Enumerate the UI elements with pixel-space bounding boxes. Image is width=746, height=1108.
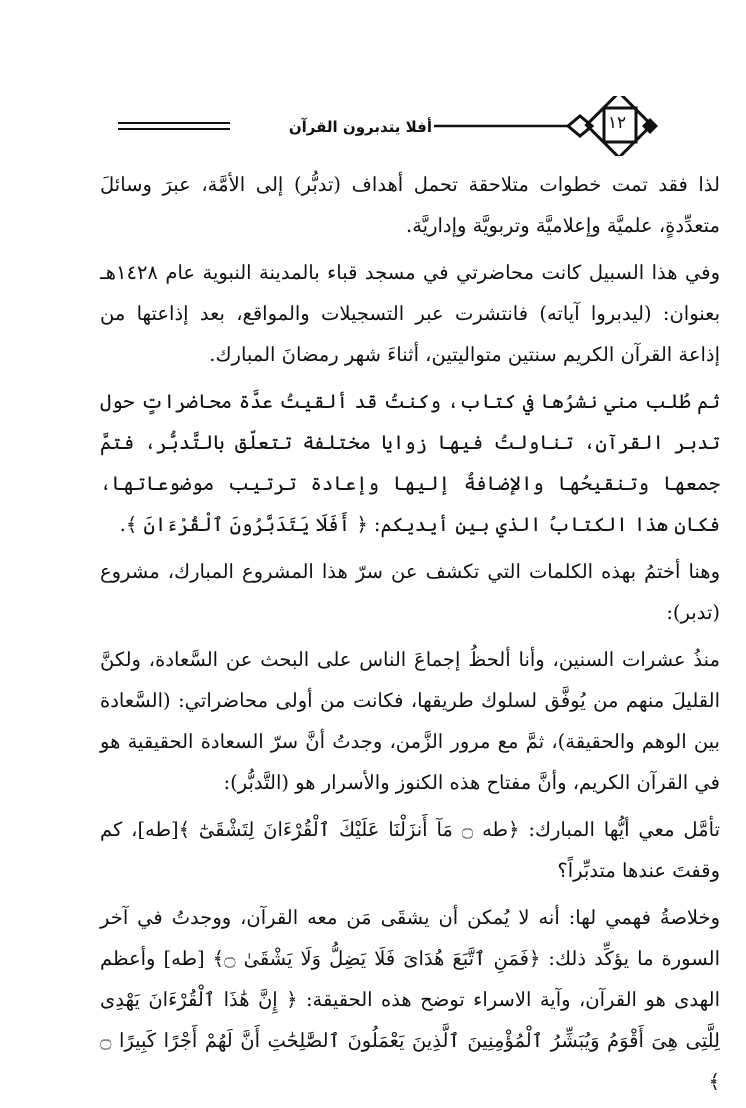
paragraph: تأمَّل معي أيُّها المبارك: ﴿طه ۝ مَآ أَنزَلْنَا عَلَيْكَ ٱلْقُرْءَانَ لِتَشْقَىٰٓ ﴾[طه]، كم وقفتَ عندها متدبِّراً؟ [100,818,720,882]
body-text [100,164,720,1108]
paragraph: ثم طُلب مني نشرُها في كتاب، وكنتُ قد ألقيتُ عدَّة محاضراتٍ حول تدبر القرآن، تناولتُ فيها زوايا مختلفة تتعلّق بالتَّدبُّر، فتمَّ جمعها وتنقيحُها والإضافةُ إليها وإعادة ترتيب موضوعاتها، فكان هذا الكتابُ الذي بين أيديكم: ﴿ أَفَلَا يَتَدَبَّرُونَ ٱلْقُرْءَانَ ﴾. [100,390,720,536]
paragraph: لذا فقد تمت خطوات متلاحقة تحمل أهداف (تدبُّر) إلى الأمَّة، عبرَ وسائلَ متعدِّدةٍ، علميَّة وإعلاميَّة وتربويَّة وإداريَّة. [100,173,720,237]
paragraph: وهنا أختمُ بهذه الكلمات التي تكشف عن سرّ هذا المشروع المبارك، مشروع (تدبر): [100,560,720,624]
paragraph: وفي هذا السبيل كانت محاضرتي في مسجد قباء بالمدينة النبوية عام ١٤٢٨هـ بعنوان: (ليدبروا آياته) فانتشرت عبر التسجيلات والمواقع، بعد إذاعتها من إذاعة القرآن الكريم سنتين متواليتين، أثناءَ شهر رمضانَ المبارك. [100,261,720,366]
paragraph: وخلاصةُ فهمي لها: أنه لا يُمكن أن يشقَى مَن معه القرآن، ووجدتُ في آخر السورة ما يؤكِّد ذلك: ﴿فَمَنِ ٱتَّبَعَ هُدَاىَ فَلَا يَضِلُّ وَلَا يَشْقَىٰ ۝﴾ [طه] وأعظم الهدى هو القرآن، وآية الاسراء توضح هذه الحقيقة: ﴿ إِنَّ هَٰذَا ٱلْقُرْءَانَ يَهْدِى لِلَّتِى هِىَ أَقْوَمُ وَيُبَشِّرُ ٱلْمُؤْمِنِينَ ٱلَّذِينَ يَعْمَلُونَ ٱلصَّٰلِحَٰتِ أَنَّ لَهُمْ أَجْرًا كَبِيرًا ۝ ﴾ [100,906,720,1093]
paragraph: منذُ عشرات السنين، وأنا ألحظُ إجماعَ الناس على البحث عن السَّعادة، ولكنَّ القليلَ منهم من يُوفَّق لسلوك طريقها، فكانت من أولى محاضراتي: (السَّعادة بين الوهم والحقيقة)، ثمَّ مع مرور الزَّمن، وجدتُ أنَّ سرّ السعادة الحقيقية هو في القرآن الكريم، وأنَّ مفتاح هذه الكنوز والأسرار هو (التَّدبُّر): [100,648,720,794]
page-number: ١٢ [607,113,627,133]
running-title: أفلا يتدبرون القرآن [288,118,432,136]
